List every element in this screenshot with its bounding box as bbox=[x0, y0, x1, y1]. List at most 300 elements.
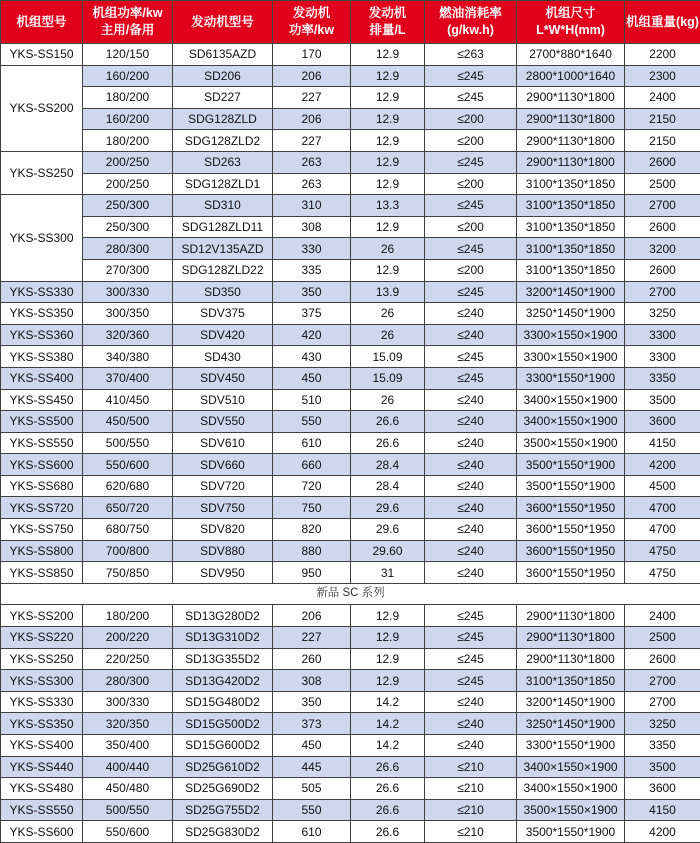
fuel-cell: ≤240 bbox=[425, 735, 517, 757]
weight-cell: 3300 bbox=[625, 324, 700, 346]
displacement-cell: 26 bbox=[351, 389, 425, 411]
displacement-cell: 12.9 bbox=[351, 670, 425, 692]
table-body bbox=[1, 44, 700, 843]
displacement-cell: 29.60 bbox=[351, 540, 425, 562]
model-cell: YKS-SS220 bbox=[1, 627, 83, 649]
power-cell: 160/200 bbox=[83, 108, 173, 130]
displacement-cell: 26.6 bbox=[351, 799, 425, 821]
engine-power-cell: 350 bbox=[273, 691, 351, 713]
weight-cell: 2400 bbox=[625, 605, 700, 627]
size-cell: 2900*1130*1800 bbox=[517, 151, 625, 173]
engine-cell: SD25G690D2 bbox=[173, 778, 273, 800]
table-row bbox=[1, 130, 700, 152]
displacement-cell: 26 bbox=[351, 324, 425, 346]
fuel-cell: ≤200 bbox=[425, 173, 517, 195]
table-row bbox=[1, 367, 700, 389]
header-line: 主用/备用 bbox=[83, 22, 172, 39]
power-cell: 120/150 bbox=[83, 44, 173, 66]
fuel-cell: ≤240 bbox=[425, 475, 517, 497]
displacement-cell: 26.6 bbox=[351, 821, 425, 843]
weight-cell: 2600 bbox=[625, 216, 700, 238]
model-cell: YKS-SS350 bbox=[1, 303, 83, 325]
power-cell: 700/800 bbox=[83, 540, 173, 562]
displacement-cell: 12.9 bbox=[351, 627, 425, 649]
header-line: 机组重量(kg) bbox=[625, 14, 700, 31]
fuel-cell: ≤240 bbox=[425, 497, 517, 519]
table-row bbox=[1, 778, 700, 800]
power-cell: 200/250 bbox=[83, 151, 173, 173]
power-cell: 680/750 bbox=[83, 519, 173, 541]
engine-power-cell: 263 bbox=[273, 151, 351, 173]
size-cell: 3400×1550×1900 bbox=[517, 389, 625, 411]
table-row bbox=[1, 540, 700, 562]
engine-cell: SD13G280D2 bbox=[173, 605, 273, 627]
weight-cell: 2700 bbox=[625, 670, 700, 692]
engine-cell: SDV880 bbox=[173, 540, 273, 562]
engine-cell: SD13G355D2 bbox=[173, 648, 273, 670]
power-cell: 370/400 bbox=[83, 367, 173, 389]
model-cell: YKS-SS800 bbox=[1, 540, 83, 562]
weight-cell: 4750 bbox=[625, 540, 700, 562]
engine-power-cell: 950 bbox=[273, 562, 351, 584]
displacement-cell: 26 bbox=[351, 303, 425, 325]
power-cell: 340/380 bbox=[83, 346, 173, 368]
size-cell: 3400×1550×1900 bbox=[517, 778, 625, 800]
model-cell: YKS-SS300 bbox=[1, 670, 83, 692]
engine-cell: SD12V135AZD bbox=[173, 238, 273, 260]
engine-cell: SD13G420D2 bbox=[173, 670, 273, 692]
table-row bbox=[1, 497, 700, 519]
header-line: 排量/L bbox=[351, 22, 424, 39]
engine-cell: SD15G480D2 bbox=[173, 691, 273, 713]
table-row bbox=[1, 627, 700, 649]
power-cell: 160/200 bbox=[83, 65, 173, 87]
size-cell: 3100*1350*1850 bbox=[517, 195, 625, 217]
fuel-cell: ≤210 bbox=[425, 799, 517, 821]
engine-cell: SD6135AZD bbox=[173, 44, 273, 66]
power-cell: 250/300 bbox=[83, 216, 173, 238]
fuel-cell: ≤210 bbox=[425, 756, 517, 778]
power-cell: 750/850 bbox=[83, 562, 173, 584]
fuel-cell: ≤240 bbox=[425, 713, 517, 735]
engine-cell: SDV550 bbox=[173, 411, 273, 433]
model-cell: YKS-SS500 bbox=[1, 411, 83, 433]
displacement-cell: 31 bbox=[351, 562, 425, 584]
engine-cell: SD350 bbox=[173, 281, 273, 303]
table-row bbox=[1, 303, 700, 325]
weight-cell: 4500 bbox=[625, 475, 700, 497]
weight-cell: 3600 bbox=[625, 778, 700, 800]
header-line: L*W*H(mm) bbox=[517, 22, 624, 39]
power-cell: 250/300 bbox=[83, 195, 173, 217]
engine-cell: SDG128ZLD11 bbox=[173, 216, 273, 238]
weight-cell: 2500 bbox=[625, 173, 700, 195]
fuel-cell: ≤245 bbox=[425, 281, 517, 303]
size-cell: 3600*1550*1950 bbox=[517, 497, 625, 519]
power-cell: 200/220 bbox=[83, 627, 173, 649]
engine-cell: SDV750 bbox=[173, 497, 273, 519]
engine-cell: SD13G310D2 bbox=[173, 627, 273, 649]
engine-cell: SD310 bbox=[173, 195, 273, 217]
displacement-cell: 26.6 bbox=[351, 411, 425, 433]
size-cell: 3500×1550×1900 bbox=[517, 799, 625, 821]
engine-power-cell: 373 bbox=[273, 713, 351, 735]
size-cell: 3500*1550*1900 bbox=[517, 821, 625, 843]
header-line: 燃油消耗率 bbox=[425, 5, 516, 22]
weight-cell: 2600 bbox=[625, 259, 700, 281]
engine-power-cell: 263 bbox=[273, 173, 351, 195]
size-cell: 2900*1130*1800 bbox=[517, 627, 625, 649]
header-row bbox=[1, 1, 700, 44]
model-cell: YKS-SS600 bbox=[1, 454, 83, 476]
engine-power-cell: 206 bbox=[273, 108, 351, 130]
fuel-cell: ≤240 bbox=[425, 691, 517, 713]
engine-cell: SD430 bbox=[173, 346, 273, 368]
table-row bbox=[1, 713, 700, 735]
power-cell: 300/330 bbox=[83, 691, 173, 713]
table-row bbox=[1, 259, 700, 281]
engine-power-cell: 310 bbox=[273, 195, 351, 217]
weight-cell: 3200 bbox=[625, 238, 700, 260]
table-row bbox=[1, 216, 700, 238]
fuel-cell: ≤263 bbox=[425, 44, 517, 66]
fuel-cell: ≤240 bbox=[425, 432, 517, 454]
fuel-cell: ≤210 bbox=[425, 778, 517, 800]
power-cell: 300/350 bbox=[83, 303, 173, 325]
engine-cell: SDV660 bbox=[173, 454, 273, 476]
model-cell: YKS-SS400 bbox=[1, 735, 83, 757]
power-cell: 500/550 bbox=[83, 432, 173, 454]
size-cell: 3600*1550*1950 bbox=[517, 519, 625, 541]
table-row bbox=[1, 151, 700, 173]
engine-power-cell: 375 bbox=[273, 303, 351, 325]
fuel-cell: ≤245 bbox=[425, 346, 517, 368]
displacement-cell: 29.6 bbox=[351, 519, 425, 541]
power-cell: 400/440 bbox=[83, 756, 173, 778]
engine-power-cell: 308 bbox=[273, 216, 351, 238]
engine-cell: SD206 bbox=[173, 65, 273, 87]
power-cell: 550/600 bbox=[83, 454, 173, 476]
weight-cell: 2300 bbox=[625, 65, 700, 87]
table-row bbox=[1, 648, 700, 670]
power-cell: 180/200 bbox=[83, 87, 173, 109]
engine-power-cell: 660 bbox=[273, 454, 351, 476]
engine-cell: SDG128ZLD bbox=[173, 108, 273, 130]
model-cell: YKS-SS200 bbox=[1, 605, 83, 627]
table-row bbox=[1, 281, 700, 303]
size-cell: 2900*1130*1800 bbox=[517, 648, 625, 670]
weight-cell: 3250 bbox=[625, 713, 700, 735]
weight-cell: 4700 bbox=[625, 519, 700, 541]
fuel-cell: ≤210 bbox=[425, 821, 517, 843]
size-cell: 3300*1550*1900 bbox=[517, 735, 625, 757]
power-cell: 280/300 bbox=[83, 670, 173, 692]
displacement-cell: 12.9 bbox=[351, 216, 425, 238]
model-cell: YKS-SS360 bbox=[1, 324, 83, 346]
weight-cell: 3350 bbox=[625, 735, 700, 757]
header-line: 发动机 bbox=[273, 5, 350, 22]
table-row bbox=[1, 195, 700, 217]
size-cell: 3300×1550×1900 bbox=[517, 324, 625, 346]
power-cell: 620/680 bbox=[83, 475, 173, 497]
power-cell: 410/450 bbox=[83, 389, 173, 411]
fuel-cell: ≤245 bbox=[425, 238, 517, 260]
model-cell: YKS-SS250 bbox=[1, 151, 83, 194]
engine-cell: SDV720 bbox=[173, 475, 273, 497]
model-cell: YKS-SS380 bbox=[1, 346, 83, 368]
power-cell: 280/300 bbox=[83, 238, 173, 260]
engine-cell: SD263 bbox=[173, 151, 273, 173]
engine-power-cell: 750 bbox=[273, 497, 351, 519]
engine-cell: SD15G500D2 bbox=[173, 713, 273, 735]
table-row bbox=[1, 454, 700, 476]
power-cell: 650/720 bbox=[83, 497, 173, 519]
weight-cell: 2200 bbox=[625, 44, 700, 66]
header-line: 发动机 bbox=[351, 5, 424, 22]
weight-cell: 2700 bbox=[625, 691, 700, 713]
weight-cell: 2500 bbox=[625, 627, 700, 649]
weight-cell: 3500 bbox=[625, 389, 700, 411]
model-cell: YKS-SS200 bbox=[1, 65, 83, 151]
engine-cell: SDV420 bbox=[173, 324, 273, 346]
engine-power-cell: 430 bbox=[273, 346, 351, 368]
power-cell: 450/480 bbox=[83, 778, 173, 800]
fuel-cell: ≤240 bbox=[425, 303, 517, 325]
size-cell: 3300×1550×1900 bbox=[517, 346, 625, 368]
table-row bbox=[1, 411, 700, 433]
engine-power-cell: 227 bbox=[273, 627, 351, 649]
table-header bbox=[1, 1, 700, 44]
weight-cell: 3300 bbox=[625, 346, 700, 368]
table-row bbox=[1, 173, 700, 195]
engine-power-cell: 445 bbox=[273, 756, 351, 778]
engine-power-cell: 260 bbox=[273, 648, 351, 670]
fuel-cell: ≤200 bbox=[425, 130, 517, 152]
fuel-cell: ≤200 bbox=[425, 108, 517, 130]
power-cell: 320/360 bbox=[83, 324, 173, 346]
model-cell: YKS-SS330 bbox=[1, 691, 83, 713]
power-cell: 450/500 bbox=[83, 411, 173, 433]
weight-cell: 3600 bbox=[625, 411, 700, 433]
size-cell: 3200*1450*1900 bbox=[517, 281, 625, 303]
displacement-cell: 14.2 bbox=[351, 691, 425, 713]
weight-cell: 3500 bbox=[625, 756, 700, 778]
power-cell: 320/350 bbox=[83, 713, 173, 735]
size-cell: 3300*1550*1900 bbox=[517, 367, 625, 389]
header-unit-power bbox=[83, 1, 173, 44]
power-cell: 270/300 bbox=[83, 259, 173, 281]
fuel-cell: ≤240 bbox=[425, 454, 517, 476]
engine-cell: SDV950 bbox=[173, 562, 273, 584]
header-engine-power bbox=[273, 1, 351, 44]
displacement-cell: 12.9 bbox=[351, 130, 425, 152]
engine-power-cell: 720 bbox=[273, 475, 351, 497]
engine-power-cell: 450 bbox=[273, 735, 351, 757]
engine-power-cell: 880 bbox=[273, 540, 351, 562]
header-line: 发动机型号 bbox=[173, 14, 272, 31]
table-row bbox=[1, 87, 700, 109]
table-row bbox=[1, 346, 700, 368]
displacement-cell: 13.9 bbox=[351, 281, 425, 303]
displacement-cell: 12.9 bbox=[351, 605, 425, 627]
fuel-cell: ≤240 bbox=[425, 411, 517, 433]
engine-power-cell: 350 bbox=[273, 281, 351, 303]
displacement-cell: 12.9 bbox=[351, 65, 425, 87]
displacement-cell: 15.09 bbox=[351, 346, 425, 368]
table-row bbox=[1, 735, 700, 757]
displacement-cell: 28.4 bbox=[351, 475, 425, 497]
header-line: 功率/kw bbox=[273, 22, 350, 39]
weight-cell: 4200 bbox=[625, 454, 700, 476]
size-cell: 3250*1450*1900 bbox=[517, 713, 625, 735]
header-weight bbox=[625, 1, 700, 44]
size-cell: 3100*1350*1850 bbox=[517, 259, 625, 281]
engine-cell: SDG128ZLD22 bbox=[173, 259, 273, 281]
table-row bbox=[1, 475, 700, 497]
size-cell: 3200*1450*1900 bbox=[517, 691, 625, 713]
size-cell: 3100*1350*1850 bbox=[517, 238, 625, 260]
size-cell: 3500*1550*1900 bbox=[517, 475, 625, 497]
size-cell: 2900*1130*1800 bbox=[517, 108, 625, 130]
size-cell: 3500×1550×1900 bbox=[517, 432, 625, 454]
table-row bbox=[1, 605, 700, 627]
engine-cell: SDV510 bbox=[173, 389, 273, 411]
engine-cell: SD25G755D2 bbox=[173, 799, 273, 821]
weight-cell: 4150 bbox=[625, 799, 700, 821]
engine-power-cell: 206 bbox=[273, 605, 351, 627]
fuel-cell: ≤200 bbox=[425, 216, 517, 238]
table-row bbox=[1, 799, 700, 821]
engine-power-cell: 510 bbox=[273, 389, 351, 411]
table-row bbox=[1, 238, 700, 260]
model-cell: YKS-SS480 bbox=[1, 778, 83, 800]
fuel-cell: ≤200 bbox=[425, 259, 517, 281]
weight-cell: 4200 bbox=[625, 821, 700, 843]
size-cell: 2900*1130*1800 bbox=[517, 130, 625, 152]
weight-cell: 4750 bbox=[625, 562, 700, 584]
power-cell: 220/250 bbox=[83, 648, 173, 670]
engine-power-cell: 450 bbox=[273, 367, 351, 389]
engine-power-cell: 820 bbox=[273, 519, 351, 541]
engine-cell: SDV820 bbox=[173, 519, 273, 541]
weight-cell: 3350 bbox=[625, 367, 700, 389]
fuel-cell: ≤245 bbox=[425, 65, 517, 87]
displacement-cell: 15.09 bbox=[351, 367, 425, 389]
displacement-cell: 14.2 bbox=[351, 735, 425, 757]
section-title: 新品 SC 系列 bbox=[1, 583, 700, 605]
engine-cell: SDV375 bbox=[173, 303, 273, 325]
engine-cell: SD25G610D2 bbox=[173, 756, 273, 778]
displacement-cell: 12.9 bbox=[351, 648, 425, 670]
weight-cell: 2600 bbox=[625, 648, 700, 670]
engine-cell: SDG128ZLD1 bbox=[173, 173, 273, 195]
engine-power-cell: 308 bbox=[273, 670, 351, 692]
power-cell: 180/200 bbox=[83, 605, 173, 627]
size-cell: 2700*880*1640 bbox=[517, 44, 625, 66]
model-cell: YKS-SS550 bbox=[1, 432, 83, 454]
size-cell: 3400×1550×1900 bbox=[517, 756, 625, 778]
weight-cell: 2150 bbox=[625, 108, 700, 130]
table-row bbox=[1, 821, 700, 843]
table-row bbox=[1, 670, 700, 692]
power-cell: 550/600 bbox=[83, 821, 173, 843]
engine-power-cell: 420 bbox=[273, 324, 351, 346]
header-engine-model bbox=[173, 1, 273, 44]
displacement-cell: 26 bbox=[351, 238, 425, 260]
model-cell: YKS-SS720 bbox=[1, 497, 83, 519]
displacement-cell: 13.3 bbox=[351, 195, 425, 217]
size-cell: 3100*1350*1850 bbox=[517, 670, 625, 692]
header-line: 机组功率/kw bbox=[83, 5, 172, 22]
header-displacement bbox=[351, 1, 425, 44]
size-cell: 3100*1350*1850 bbox=[517, 173, 625, 195]
power-cell: 300/330 bbox=[83, 281, 173, 303]
displacement-cell: 12.9 bbox=[351, 44, 425, 66]
table-row bbox=[1, 65, 700, 87]
engine-cell: SDV450 bbox=[173, 367, 273, 389]
fuel-cell: ≤245 bbox=[425, 195, 517, 217]
size-cell: 3600*1550*1950 bbox=[517, 562, 625, 584]
weight-cell: 2150 bbox=[625, 130, 700, 152]
displacement-cell: 26.6 bbox=[351, 432, 425, 454]
model-cell: YKS-SS850 bbox=[1, 562, 83, 584]
fuel-cell: ≤245 bbox=[425, 367, 517, 389]
engine-power-cell: 335 bbox=[273, 259, 351, 281]
fuel-cell: ≤245 bbox=[425, 151, 517, 173]
table-row bbox=[1, 691, 700, 713]
header-line: 机组尺寸 bbox=[517, 5, 624, 22]
engine-cell: SDV610 bbox=[173, 432, 273, 454]
size-cell: 2900*1130*1800 bbox=[517, 605, 625, 627]
table-row bbox=[1, 108, 700, 130]
table-row bbox=[1, 44, 700, 66]
model-cell: YKS-SS600 bbox=[1, 821, 83, 843]
model-cell: YKS-SS300 bbox=[1, 195, 83, 281]
weight-cell: 2400 bbox=[625, 87, 700, 109]
size-cell: 2900*1130*1800 bbox=[517, 87, 625, 109]
header-line: (g/kw.h) bbox=[425, 22, 516, 39]
size-cell: 2800*1000*1640 bbox=[517, 65, 625, 87]
header-dimensions bbox=[517, 1, 625, 44]
fuel-cell: ≤245 bbox=[425, 627, 517, 649]
model-cell: YKS-SS440 bbox=[1, 756, 83, 778]
size-cell: 3500*1550*1900 bbox=[517, 454, 625, 476]
displacement-cell: 12.9 bbox=[351, 173, 425, 195]
fuel-cell: ≤245 bbox=[425, 605, 517, 627]
table-row bbox=[1, 756, 700, 778]
model-cell: YKS-SS680 bbox=[1, 475, 83, 497]
model-cell: YKS-SS550 bbox=[1, 799, 83, 821]
engine-power-cell: 610 bbox=[273, 821, 351, 843]
weight-cell: 3250 bbox=[625, 303, 700, 325]
fuel-cell: ≤240 bbox=[425, 519, 517, 541]
engine-power-cell: 227 bbox=[273, 87, 351, 109]
header-model bbox=[1, 1, 83, 44]
weight-cell: 2700 bbox=[625, 195, 700, 217]
engine-power-cell: 330 bbox=[273, 238, 351, 260]
fuel-cell: ≤245 bbox=[425, 648, 517, 670]
header-fuel-rate bbox=[425, 1, 517, 44]
engine-cell: SD227 bbox=[173, 87, 273, 109]
model-cell: YKS-SS450 bbox=[1, 389, 83, 411]
table-row bbox=[1, 519, 700, 541]
section-title-row bbox=[1, 583, 700, 605]
fuel-cell: ≤245 bbox=[425, 670, 517, 692]
model-cell: YKS-SS400 bbox=[1, 367, 83, 389]
engine-cell: SDG128ZLD2 bbox=[173, 130, 273, 152]
displacement-cell: 14.2 bbox=[351, 713, 425, 735]
power-cell: 200/250 bbox=[83, 173, 173, 195]
